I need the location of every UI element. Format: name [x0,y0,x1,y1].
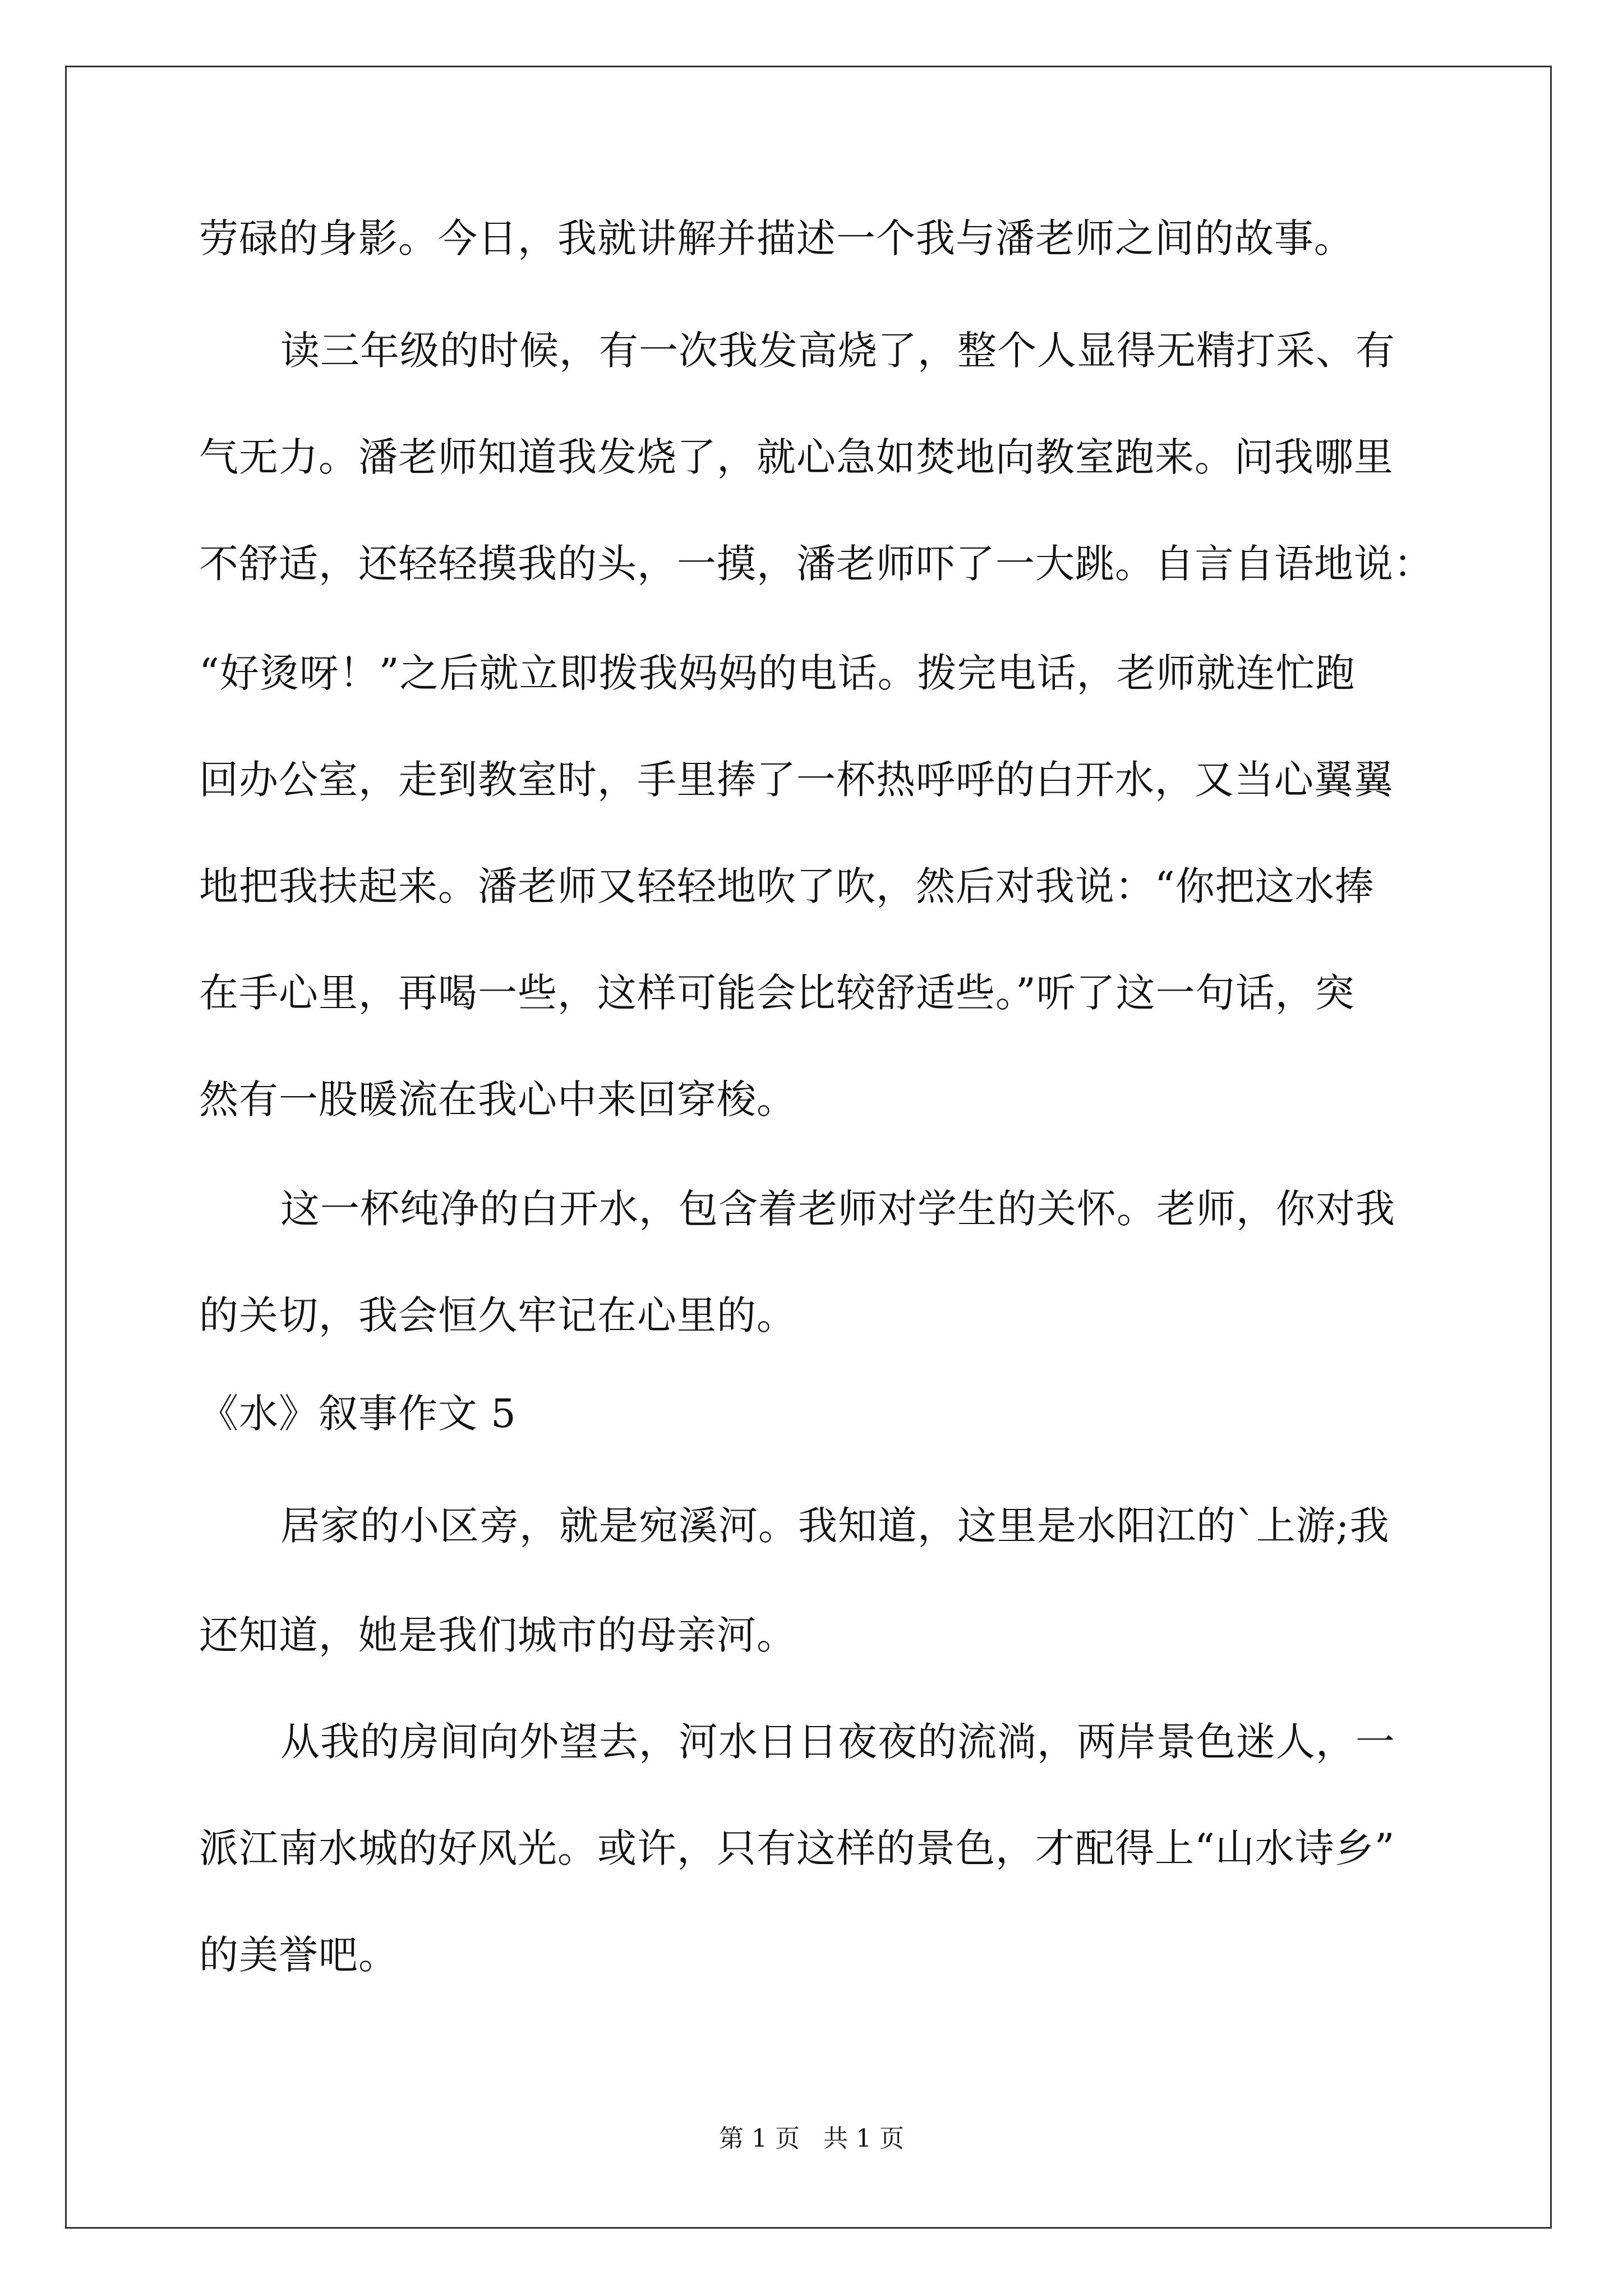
text-line: 气无力。潘老师知道我发烧了，就心急如焚地向教室跑来。问我哪里 [199,434,1394,480]
text-line: 劳碌的身影。今日，我就讲解并描述一个我与潘老师之间的故事。 [199,215,1354,261]
page-border [65,66,1552,2229]
text-line: 的美誉吧。 [199,1932,398,1978]
text-line: 在手心里，再喝一些，这样可能会比较舒适些。”听了这一句话，突 [199,970,1355,1016]
page-footer: 第 1 页 共 1 页 [719,2124,904,2153]
text-line: 居家的小区旁，就是宛溪河。我知道，这里是水阳江的`上游;我 [280,1503,1390,1549]
text-line: 不舒适，还轻轻摸我的头，一摸，潘老师吓了一大跳。自言自语地说： [199,541,1433,587]
text-line: “好烫呀！”之后就立即拨我妈妈的电话。拨完电话，老师就连忙跑 [199,650,1355,696]
text-line: 读三年级的时候，有一次我发高烧了，整个人显得无精打采、有 [280,328,1395,374]
text-line: 从我的房间向外望去，河水日日夜夜的流淌，两岸景色迷人，一 [280,1719,1395,1765]
text-line: 然有一股暖流在我心中来回穿梭。 [199,1076,796,1122]
text-line: 的关切，我会恒久牢记在心里的。 [199,1292,796,1338]
text-line: 派江南水城的好风光。或许，只有这样的景色，才配得上“山水诗乡” [199,1825,1395,1871]
text-line: 这一杯纯净的白开水，包含着老师对学生的关怀。老师，你对我 [280,1186,1395,1232]
text-line: 还知道，她是我们城市的母亲河。 [199,1612,796,1658]
text-line: 地把我扶起来。潘老师又轻轻地吹了吹，然后对我说：“你把这水捧 [199,863,1375,909]
section-heading: 《水》叙事作文 5 [199,1391,517,1437]
text-line: 回办公室，走到教室时，手里捧了一杯热呼呼的白开水，又当心翼翼 [199,757,1394,803]
